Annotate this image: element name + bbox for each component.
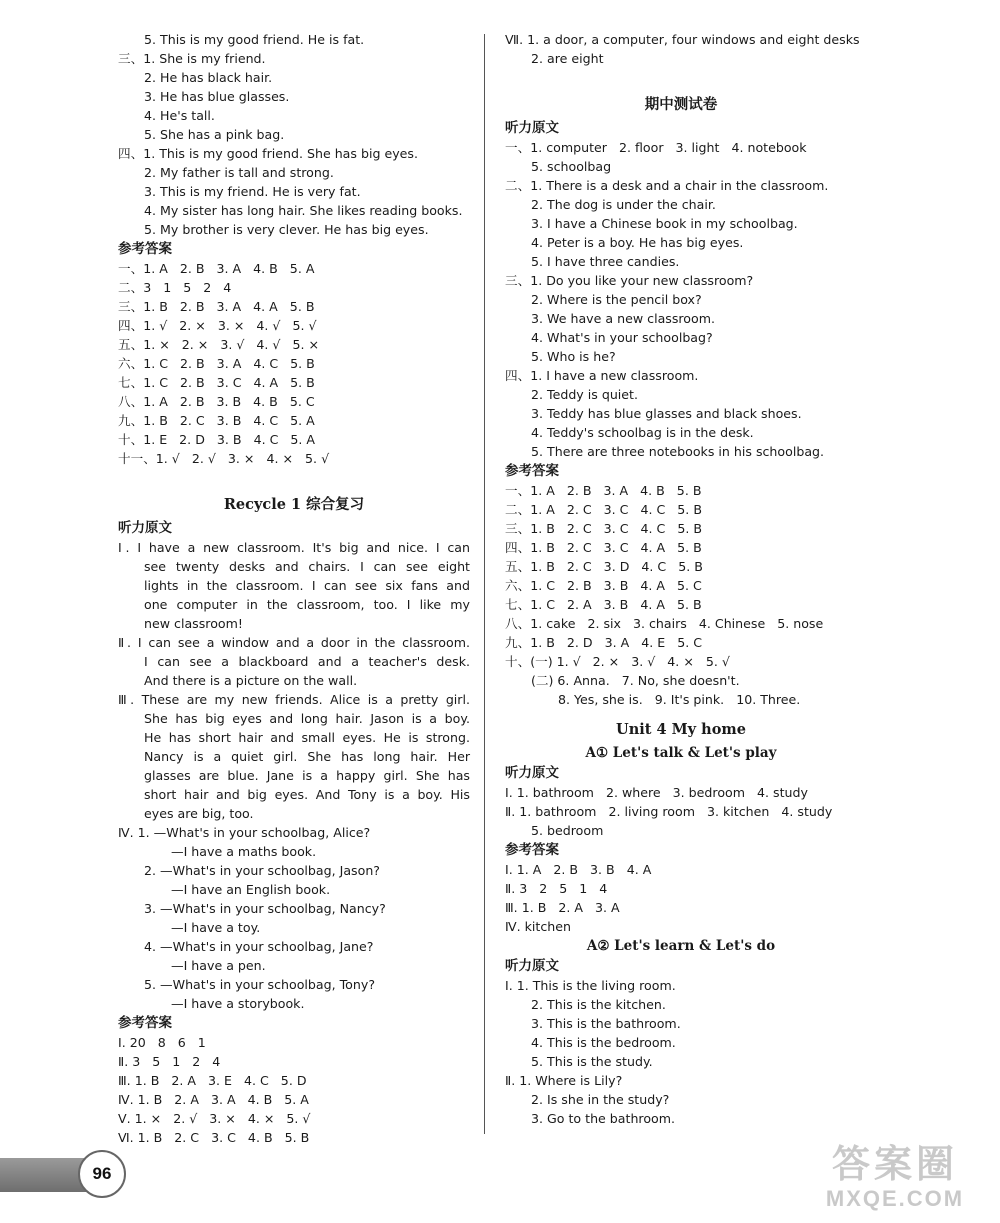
text-line: 五、1. × 2. × 3. √ 4. √ 5. × bbox=[118, 337, 320, 352]
text-line: 4. —What's in your schoolbag, Jane? bbox=[144, 939, 374, 954]
text-line: 5. —What's in your schoolbag, Tony? bbox=[144, 977, 375, 992]
text-line: 5. I have three candies. bbox=[531, 254, 680, 269]
chapter-title: Recycle 1 综合复习 bbox=[223, 496, 365, 513]
text-line: 3. This is my friend. He is very fat. bbox=[144, 184, 361, 199]
text-line: Ⅱ. 1. Where is Lily? bbox=[505, 1073, 623, 1088]
watermark bbox=[800, 1142, 990, 1212]
column-divider bbox=[484, 34, 485, 1134]
text-line: 2. This is the kitchen. bbox=[531, 997, 666, 1012]
text-line: —I have a toy. bbox=[171, 920, 261, 935]
text-line: 3. I have a Chinese book in my schoolbag. bbox=[531, 216, 798, 231]
text-line: 5. Who is he? bbox=[531, 349, 616, 364]
chapter-title: 期中测试卷 bbox=[644, 96, 718, 113]
text-line: 8. Yes, she is. 9. It's pink. 10. Three. bbox=[558, 692, 801, 707]
text-line: 2. are eight bbox=[531, 51, 604, 66]
text-line: Ⅱ. I can see a window and a door in the classroom. bbox=[118, 635, 470, 650]
text-line: Ⅳ. kitchen bbox=[505, 919, 571, 934]
text-line: 十、1. E 2. D 3. B 4. C 5. A bbox=[118, 432, 316, 447]
text-line: He has short hair and small eyes. He is strong. bbox=[144, 730, 470, 745]
section-heading: 听力原文 bbox=[505, 958, 559, 974]
text-line: 5. This is my good friend. He is fat. bbox=[144, 32, 365, 47]
text-line: 4. What's in your schoolbag? bbox=[531, 330, 713, 345]
text-line: 2. Is she in the study? bbox=[531, 1092, 670, 1107]
text-line: 八、1. cake 2. six 3. chairs 4. Chinese 5. nose bbox=[505, 616, 824, 631]
text-line: Ⅶ. 1. a door, a computer, four windows and eight desks bbox=[505, 32, 860, 47]
text-line: 5. This is the study. bbox=[531, 1054, 653, 1069]
text-line: Ⅴ. 1. × 2. √ 3. × 4. × 5. √ bbox=[118, 1111, 311, 1126]
text-line: 4. Teddy's schoolbag is in the desk. bbox=[531, 425, 754, 440]
text-line: —I have a storybook. bbox=[171, 996, 305, 1011]
text-line: glasses are blue. Jane is a happy girl. She has bbox=[144, 768, 470, 783]
text-line: 四、1. √ 2. × 3. × 4. √ 5. √ bbox=[118, 318, 317, 333]
text-line: 二、3 1 5 2 4 bbox=[118, 280, 232, 295]
text-line: 2. My father is tall and strong. bbox=[144, 165, 334, 180]
text-line: Ⅲ. 1. B 2. A 3. A bbox=[505, 900, 620, 915]
text-line: 3. Teddy has blue glasses and black shoes. bbox=[531, 406, 802, 421]
lesson-title: A② Let's learn & Let's do bbox=[586, 938, 776, 954]
text-line: 三、1. Do you like your new classroom? bbox=[505, 273, 754, 288]
text-line: 一、1. computer 2. floor 3. light 4. notebook bbox=[505, 140, 807, 155]
text-line: Ⅱ. 3 5 1 2 4 bbox=[118, 1054, 221, 1069]
text-line: 九、1. B 2. C 3. B 4. C 5. A bbox=[118, 413, 315, 428]
right-column bbox=[505, 30, 860, 1128]
text-line: 5. There are three notebooks in his schoolbag. bbox=[531, 444, 825, 459]
text-line: new classroom! bbox=[144, 616, 243, 631]
text-line: 5. schoolbag bbox=[531, 159, 612, 174]
text-line: Ⅳ. 1. B 2. A 3. A 4. B 5. A bbox=[118, 1092, 309, 1107]
text-line: 5. bedroom bbox=[531, 823, 604, 838]
text-line: Ⅰ. I have a new classroom. It's big and nice. I can bbox=[118, 540, 470, 555]
text-line: see twenty desks and chairs. I can see eight bbox=[144, 559, 470, 574]
text-line: Ⅲ. These are my new friends. Alice is a pretty girl. bbox=[118, 692, 470, 707]
text-line: 十、(一) 1. √ 2. × 3. √ 4. × 5. √ bbox=[505, 654, 730, 669]
text-line: 5. She has a pink bag. bbox=[144, 127, 285, 142]
text-line: 2. —What's in your schoolbag, Jason? bbox=[144, 863, 380, 878]
text-line: 四、1. I have a new classroom. bbox=[505, 368, 699, 383]
text-line: 九、1. B 2. D 3. A 4. E 5. C bbox=[505, 635, 703, 650]
text-line: 4. This is the bedroom. bbox=[531, 1035, 676, 1050]
text-line: 4. Peter is a boy. He has big eyes. bbox=[531, 235, 744, 250]
section-heading: 参考答案 bbox=[505, 842, 559, 858]
section-heading: 听力原文 bbox=[505, 120, 559, 136]
lesson-title: A① Let's talk & Let's play bbox=[585, 745, 777, 761]
text-line: 四、1. This is my good friend. She has big eyes. bbox=[118, 146, 418, 161]
text-line: one computer in the classroom, too. I like my bbox=[144, 597, 470, 612]
text-line: 2. Teddy is quiet. bbox=[531, 387, 638, 402]
text-line: 八、1. A 2. B 3. B 4. B 5. C bbox=[118, 394, 315, 409]
section-heading: 参考答案 bbox=[118, 1015, 172, 1031]
text-line: 十一、1. √ 2. √ 3. × 4. × 5. √ bbox=[118, 451, 330, 466]
section-heading: 听力原文 bbox=[505, 765, 559, 781]
text-line: 3. We have a new classroom. bbox=[531, 311, 715, 326]
text-line: (二) 6. Anna. 7. No, she doesn't. bbox=[531, 673, 740, 688]
section-heading: 听力原文 bbox=[118, 520, 172, 536]
text-line: I can see a blackboard and a teacher's desk. bbox=[144, 654, 470, 669]
text-line: —I have a maths book. bbox=[171, 844, 317, 859]
text-line: Ⅵ. 1. B 2. C 3. C 4. B 5. B bbox=[118, 1130, 310, 1145]
watermark-url: MXQE.COM bbox=[825, 1186, 965, 1211]
text-line: Ⅰ. 20 8 6 1 bbox=[118, 1035, 206, 1050]
text-line: eyes are big, too. bbox=[144, 806, 254, 821]
text-line: And there is a picture on the wall. bbox=[144, 673, 358, 688]
text-line: 三、1. B 2. C 3. C 4. C 5. B bbox=[505, 521, 702, 536]
text-line: 3. This is the bathroom. bbox=[531, 1016, 681, 1031]
text-line: 2. The dog is under the chair. bbox=[531, 197, 716, 212]
text-line: She has big eyes and long hair. Jason is a boy. bbox=[144, 711, 470, 726]
text-line: 一、1. A 2. B 3. A 4. B 5. A bbox=[118, 261, 315, 276]
text-line: 4. My sister has long hair. She likes reading books. bbox=[144, 203, 463, 218]
text-line: 3. He has blue glasses. bbox=[144, 89, 290, 104]
page-number: 96 bbox=[78, 1150, 126, 1198]
text-line: Nancy is a quiet girl. She has long hair. Her bbox=[144, 749, 470, 764]
text-line: 二、1. There is a desk and a chair in the classroom. bbox=[505, 178, 829, 193]
text-line: 2. Where is the pencil box? bbox=[531, 292, 702, 307]
watermark-logo: 答案圈 bbox=[831, 1142, 958, 1186]
text-line: 3. Go to the bathroom. bbox=[531, 1111, 676, 1126]
text-line: 七、1. C 2. A 3. B 4. A 5. B bbox=[505, 597, 702, 612]
text-line: 三、1. B 2. B 3. A 4. A 5. B bbox=[118, 299, 315, 314]
text-line: —I have an English book. bbox=[171, 882, 331, 897]
text-line: Ⅱ. 3 2 5 1 4 bbox=[505, 881, 608, 896]
text-line: short hair and big eyes. And Tony is a boy. His bbox=[144, 787, 470, 802]
text-line: 3. —What's in your schoolbag, Nancy? bbox=[144, 901, 386, 916]
text-line: 5. My brother is very clever. He has big eyes. bbox=[144, 222, 429, 237]
text-line: Ⅳ. 1. —What's in your schoolbag, Alice? bbox=[118, 825, 371, 840]
text-line: 六、1. C 2. B 3. B 4. A 5. C bbox=[505, 578, 702, 593]
text-line: Ⅲ. 1. B 2. A 3. E 4. C 5. D bbox=[118, 1073, 307, 1088]
text-line: Ⅰ. 1. A 2. B 3. B 4. A bbox=[505, 862, 652, 877]
text-line: 三、1. She is my friend. bbox=[118, 51, 266, 66]
left-column bbox=[118, 30, 470, 1147]
text-line: 一、1. A 2. B 3. A 4. B 5. B bbox=[505, 483, 702, 498]
section-heading: 参考答案 bbox=[505, 463, 559, 479]
text-line: Ⅰ. 1. This is the living room. bbox=[505, 978, 676, 993]
text-line: 六、1. C 2. B 3. A 4. C 5. B bbox=[118, 356, 315, 371]
text-line: 二、1. A 2. C 3. C 4. C 5. B bbox=[505, 502, 702, 517]
text-line: Ⅰ. 1. bathroom 2. where 3. bedroom 4. study bbox=[505, 785, 808, 800]
text-line: 五、1. B 2. C 3. D 4. C 5. B bbox=[505, 559, 703, 574]
text-line: lights in the classroom. I can see six fans and bbox=[144, 578, 470, 593]
text-line: 四、1. B 2. C 3. C 4. A 5. B bbox=[505, 540, 702, 555]
chapter-title: Unit 4 My home bbox=[616, 721, 746, 738]
text-line: Ⅱ. 1. bathroom 2. living room 3. kitchen 4. study bbox=[505, 804, 833, 819]
text-line: 4. He's tall. bbox=[144, 108, 215, 123]
text-line: 七、1. C 2. B 3. C 4. A 5. B bbox=[118, 375, 315, 390]
text-line: —I have a pen. bbox=[171, 958, 266, 973]
section-heading: 参考答案 bbox=[118, 241, 172, 257]
text-line: 2. He has black hair. bbox=[144, 70, 273, 85]
